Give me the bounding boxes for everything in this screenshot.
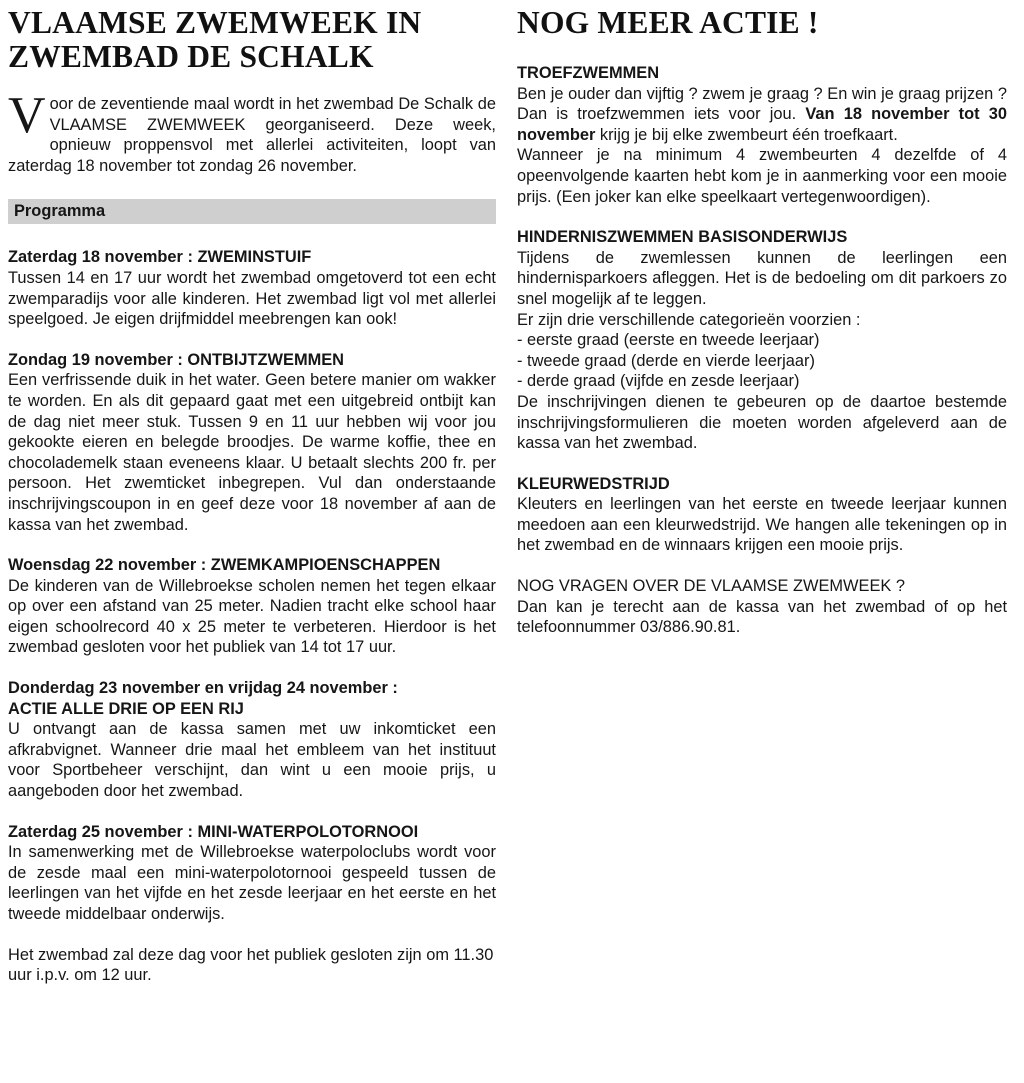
list-item: - eerste graad (eerste en tweede leerjaar): [517, 331, 820, 350]
body-bold: Van 18 november tot 30 november: [517, 105, 1008, 144]
list-item: - tweede graad (derde en vierde leerjaar): [517, 351, 815, 370]
questions-title: NOG VRAGEN OVER DE VLAAMSE ZWEMWEEK ?: [517, 577, 905, 596]
right-column: [517, 0, 1007, 638]
section-body: [517, 84, 1007, 146]
categories-intro: Er zijn drie verschillende categorieën voorzien :: [517, 310, 861, 329]
closing-note: Het zwembad zal deze dag voor het publiek gesloten zijn om 11.30 uur i.p.v. om 12 uur.: [8, 945, 494, 985]
section-kleurwedstrijd: [517, 474, 1007, 556]
section-troefzwemmen: [517, 63, 1007, 207]
body-part-b: krijg je bij elke zwembeurt één troefkaart.: [595, 125, 898, 144]
intro-paragraph: [8, 87, 496, 176]
section-title-2: ACTIE ALLE DRIE OP EEN RIJ: [8, 699, 244, 718]
program-label: Programma: [14, 202, 106, 221]
section-hinderniszwemmen: [517, 227, 1007, 454]
section-zwemkampioenschappen: [8, 555, 496, 658]
list-item: - derde graad (vijfde en zesde leerjaar): [517, 372, 800, 391]
section-body: Tijdens de zwemlessen kunnen de leerlingen een hindernisparkoers afleggen. Het is de bedoeling om dit parkoers zo snel mogelijk af te leggen.: [517, 248, 1007, 308]
body-part-a: Ben je ouder dan vijftig ? zwem je graag ? En win je graag prijzen ? Dan is troefzwemmen iets voor jou.: [517, 84, 1007, 124]
section-body: In samenwerking met de Willebroekse waterpoloclubs wordt voor de zesde maal een mini-waterpolotornooi gespeeld tussen de leerlingen van het vijfde en het zesde leerjaar en het eerste en het tweede middelbaar onderwijs.: [8, 843, 496, 923]
questions-body: Dan kan je terecht aan de kassa van het zwembad of op het telefoonnummer 03/886.90.81.: [517, 597, 1007, 637]
section-title: Zaterdag 18 november : ZWEMINSTUIF: [8, 248, 312, 267]
section-body-2: De inschrijvingen dienen te gebeuren op de daartoe bestemde inschrijvingsformulieren die moeten worden afgeleverd aan de kassa van het zwembad.: [517, 392, 1007, 453]
headline-line-1: VLAAMSE ZWEMWEEK IN: [8, 5, 422, 40]
section-body: U ontvangt aan de kassa samen met uw inkomticket een afkrabvignet. Wanneer drie maal het embleem van het instituut voor Sportbeheer verschijnt, dan wint u een mooie prijs, u aangeboden door het zwembad.: [8, 720, 496, 801]
section-body-2: Wanneer je na minimum 4 zwembeurten 4 dezelfde of 4 opeenvolgende kaarten hebt kom je in aanmerking voor een mooie prijs. (Een joker kan elke speelkaart vertegenwoordigen).: [517, 146, 1007, 206]
section-title: TROEFZWEMMEN: [517, 64, 660, 82]
program-heading-bar: [8, 199, 496, 224]
section-body: De kinderen van de Willebroekse scholen nemen het tegen elkaar op over een afstand van 25 meter. Nadien tracht elke school haar eigen schoolrecord 40 x 25 meter te verbeteren. Hierdoor is het zwembad gesloten voor het publiek van 14 tot 17 uur.: [8, 576, 496, 657]
section-title: Zaterdag 25 november : MINI-WATERPOLOTORNOOI: [8, 822, 419, 841]
section-body: Kleuters en leerlingen van het eerste en tweede leerjaar kunnen meedoen aan een kleurwedstrijd. We hangen alle tekeningen op in het zwembad en de winnaars krijgen een mooie prijs.: [517, 495, 1007, 555]
section-title: Donderdag 23 november en vrijdag 24 november :: [8, 679, 398, 698]
section-title: HINDERNISZWEMMEN BASISONDERWIJS: [517, 228, 848, 247]
left-column: [8, 0, 496, 986]
intro-text: oor de zeventiende maal wordt in het zwembad De Schalk de VLAAMSE ZWEMWEEK georganiseerd. Deze week, opnieuw proppensvol met allerlei activiteiten, loopt van zaterdag 18 november tot zondag 26 november.: [8, 95, 496, 175]
section-title: Zondag 19 november : ONTBIJTZWEMMEN: [8, 350, 345, 369]
section-title: KLEURWEDSTRIJD: [517, 474, 670, 493]
section-ontbijtzwemmen: [8, 350, 496, 535]
section-zweminstuif: [8, 247, 496, 329]
headline-line-2: ZWEMBAD DE SCHALK: [8, 39, 374, 74]
section-mini-waterpolotornooi: [8, 822, 496, 925]
section-body: Een verfrissende duik in het water. Geen betere manier om wakker te worden. En als dit gepaard gaat met een uitgebreid ontbijt kan de dag niet meer stuk. Tussen 9 en 11 uur hebben wij voor jou gekookte eieren en belegde broodjes. De warme koffie, thee en chocolademelk staan eveneens klaar. U betaalt slechts 200 fr. per persoon. Het zwemticket inbegrepen. Vul dan onderstaande inschrijvingscoupon in en geef deze voor 18 november af aan de kassa van het zwembad.: [8, 371, 496, 534]
section-body: Tussen 14 en 17 uur wordt het zwembad omgetoverd tot een echt zwemparadijs voor alle kinderen. Het zwembad ligt vol met allerlei speelgoed. Je eigen drijfmiddel meebrengen kan ook!: [8, 268, 496, 329]
section-title: Woensdag 22 november : ZWEMKAMPIOENSCHAPPEN: [8, 556, 441, 575]
right-headline: NOG MEER ACTIE !: [517, 5, 819, 40]
drop-cap: V: [8, 87, 46, 144]
section-actie-drie-op-een-rij: [8, 678, 496, 802]
section-questions: [517, 576, 1007, 638]
main-headline: [8, 6, 496, 74]
